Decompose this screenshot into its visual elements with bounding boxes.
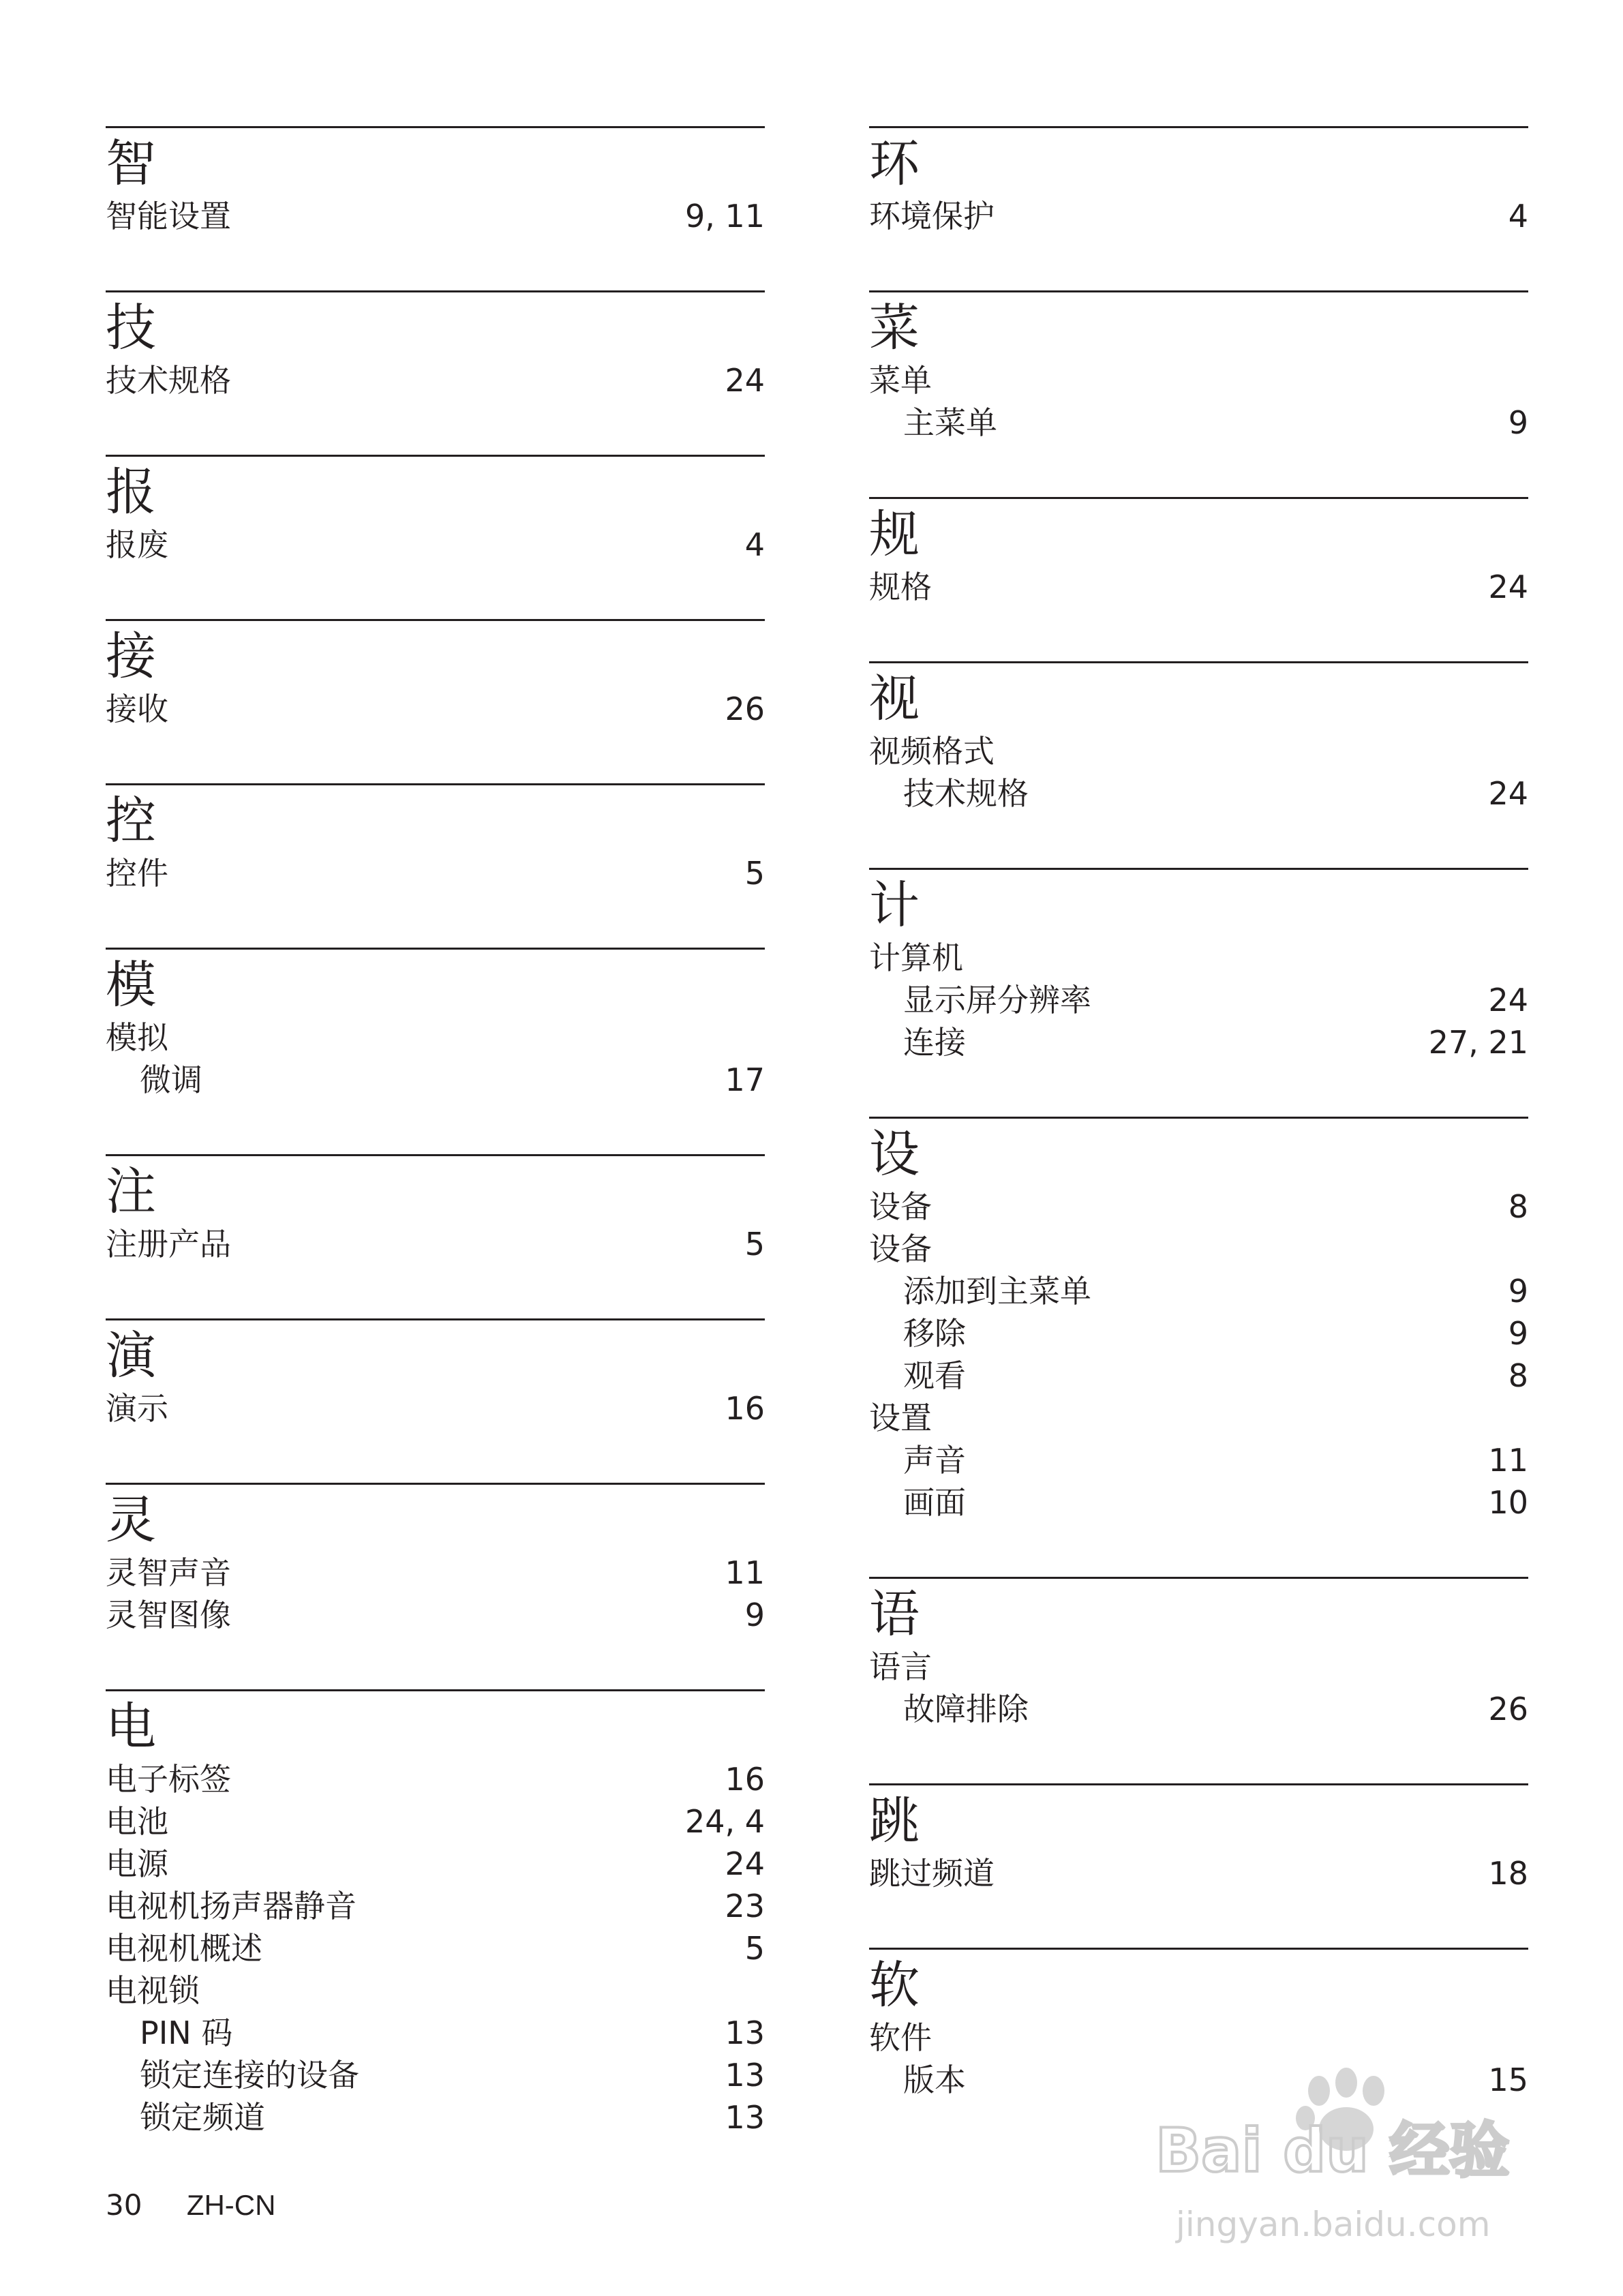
index-subentry — [106, 2054, 765, 2096]
section-letter: 控 — [106, 791, 156, 850]
entry-term: 规格 — [869, 569, 932, 605]
index-subentry — [869, 1355, 1528, 1397]
entry-term: 视频格式 — [869, 733, 995, 770]
index-entry — [106, 1223, 765, 1265]
entry-pages: 26 — [1488, 1691, 1528, 1727]
baidu-jingyan-watermark — [1149, 2055, 1530, 2260]
entry-pages: 15 — [1488, 2061, 1528, 2098]
index-subentry — [106, 2012, 765, 2054]
index-entry — [106, 1016, 765, 1059]
index-entry — [869, 1852, 1528, 1894]
entry-term: 计算机 — [869, 939, 963, 976]
index-subentry — [869, 1481, 1528, 1524]
entry-term: 模拟 — [106, 1019, 168, 1056]
watermark-logo: Bai du 经验 — [1155, 2115, 1510, 2186]
entry-term: 连接 — [903, 1024, 966, 1061]
entry-pages: 26 — [725, 691, 765, 727]
index-entry — [106, 688, 765, 730]
index-subentry — [869, 402, 1528, 444]
entry-pages: 24 — [1488, 982, 1528, 1018]
index-section — [106, 783, 765, 894]
section-letter: 跳 — [869, 1792, 920, 1850]
entry-term: 电源 — [106, 1845, 168, 1882]
section-letter: 智 — [106, 134, 156, 193]
entry-term: 设置 — [869, 1400, 932, 1436]
index-section — [106, 455, 765, 566]
index-section — [869, 497, 1528, 608]
index-entry — [106, 1800, 765, 1843]
entry-pages: 13 — [725, 2099, 765, 2136]
entry-pages: 13 — [725, 2057, 765, 2094]
entry-term: 声音 — [903, 1442, 966, 1479]
index-section — [106, 1689, 765, 2139]
entry-term: 灵智声音 — [106, 1554, 231, 1591]
entry-term: 演示 — [106, 1390, 168, 1427]
entry-pages: 5 — [744, 855, 765, 892]
entry-pages: 9 — [744, 1597, 765, 1633]
section-letter: 计 — [869, 876, 920, 935]
entry-pages: 9 — [1508, 1315, 1528, 1352]
section-letter: 视 — [869, 669, 920, 728]
entry-term: 观看 — [903, 1357, 966, 1394]
entry-term: 软件 — [869, 2019, 932, 2056]
entry-term: 微调 — [140, 1061, 202, 1098]
entry-term: 技术规格 — [903, 775, 1029, 812]
index-section — [869, 126, 1528, 237]
entry-pages: 24 — [1488, 775, 1528, 812]
entry-pages: 24, 4 — [684, 1803, 765, 1840]
entry-term: 画面 — [903, 1484, 966, 1521]
page-number: 30 — [106, 2188, 142, 2222]
index-section — [106, 948, 765, 1101]
entry-term: 注册产品 — [106, 1226, 231, 1263]
entry-pages: 11 — [725, 1554, 765, 1591]
index-entry — [869, 195, 1528, 237]
index-section — [106, 1154, 765, 1265]
index-column-left — [106, 126, 765, 2192]
entry-term: 灵智图像 — [106, 1597, 231, 1633]
index-section — [869, 868, 1528, 1063]
entry-pages: 8 — [1508, 1188, 1528, 1225]
entry-term: 设备 — [869, 1188, 932, 1225]
index-entry — [869, 2016, 1528, 2059]
index-entry — [869, 1185, 1528, 1228]
entry-term: 移除 — [903, 1315, 966, 1352]
entry-pages: 24 — [725, 1845, 765, 1882]
entry-pages: 23 — [725, 1888, 765, 1924]
entry-term: 接收 — [106, 691, 168, 727]
index-section — [106, 290, 765, 402]
entry-term: 环境保护 — [869, 198, 995, 235]
index-entry — [869, 359, 1528, 402]
section-letter: 设 — [869, 1125, 920, 1183]
index-entry — [869, 937, 1528, 979]
index-entry — [106, 1552, 765, 1594]
entry-term: 报废 — [106, 526, 168, 563]
entry-term: 跳过频道 — [869, 1855, 995, 1892]
entry-term: 故障排除 — [903, 1691, 1029, 1727]
watermark-url: jingyan.baidu.com — [1176, 2205, 1491, 2244]
section-letter: 环 — [869, 134, 920, 193]
entry-pages: 24 — [725, 362, 765, 399]
index-entry — [869, 730, 1528, 772]
section-letter: 接 — [106, 627, 156, 686]
index-subentry — [869, 772, 1528, 815]
section-letter: 电 — [106, 1697, 156, 1756]
entry-term: 技术规格 — [106, 362, 231, 399]
entry-pages: 9 — [1508, 1273, 1528, 1310]
entry-pages: 17 — [725, 1061, 765, 1098]
index-entry — [106, 1885, 765, 1927]
entry-pages: 11 — [1488, 1442, 1528, 1479]
index-entry — [106, 195, 765, 237]
page-footer — [106, 2185, 275, 2226]
index-entry — [106, 1594, 765, 1636]
entry-term: 锁定连接的设备 — [140, 2057, 359, 2094]
index-subentry — [869, 1312, 1528, 1355]
index-subentry — [106, 1059, 765, 1101]
index-section — [869, 1117, 1528, 1524]
entry-pages: 4 — [1508, 198, 1528, 235]
index-section — [869, 290, 1528, 444]
entry-term: 设备 — [869, 1230, 932, 1267]
index-subentry — [106, 2096, 765, 2139]
entry-pages: 18 — [1488, 1855, 1528, 1892]
entry-pages: 10 — [1488, 1484, 1528, 1521]
entry-term: 锁定频道 — [140, 2099, 265, 2136]
entry-term: 电视机概述 — [106, 1930, 262, 1967]
entry-term: 菜单 — [869, 362, 932, 399]
entry-pages: 9, 11 — [684, 198, 765, 235]
index-entry — [869, 1228, 1528, 1270]
section-letter: 模 — [106, 956, 156, 1014]
entry-term: PIN 码 — [140, 2014, 233, 2051]
entry-term: 语言 — [869, 1648, 932, 1685]
index-entry — [106, 1927, 765, 1969]
entry-pages: 9 — [1508, 404, 1528, 441]
index-entry — [869, 1397, 1528, 1439]
section-letter: 报 — [106, 463, 156, 522]
section-letter: 规 — [869, 505, 920, 564]
section-letter: 语 — [869, 1585, 920, 1644]
entry-pages: 13 — [725, 2014, 765, 2051]
entry-term: 智能设置 — [106, 198, 231, 235]
entry-term: 电视机扬声器静音 — [106, 1888, 357, 1924]
entry-term: 电池 — [106, 1803, 168, 1840]
entry-pages: 8 — [1508, 1357, 1528, 1394]
index-column-right — [869, 126, 1528, 2154]
index-subentry — [869, 1688, 1528, 1730]
entry-pages: 27, 21 — [1428, 1024, 1528, 1061]
index-entry — [106, 1843, 765, 1885]
entry-term: 控件 — [106, 855, 168, 892]
section-letter: 演 — [106, 1327, 156, 1385]
index-section — [869, 1577, 1528, 1730]
entry-pages: 5 — [744, 1226, 765, 1263]
section-letter: 菜 — [869, 299, 920, 357]
entry-term: 电视锁 — [106, 1972, 200, 2009]
index-entry — [869, 566, 1528, 608]
entry-pages: 5 — [744, 1930, 765, 1967]
entry-pages: 4 — [744, 526, 765, 563]
index-subentry — [869, 1021, 1528, 1063]
section-letter: 灵 — [106, 1491, 156, 1550]
index-entry — [869, 1646, 1528, 1688]
index-subentry — [869, 1270, 1528, 1312]
index-entry — [106, 852, 765, 894]
section-letter: 软 — [869, 1956, 920, 2014]
section-letter: 技 — [106, 299, 156, 357]
index-entry — [106, 1758, 765, 1800]
index-entry — [106, 524, 765, 566]
entry-pages: 24 — [1488, 569, 1528, 605]
section-letter: 注 — [106, 1162, 156, 1221]
language-code: ZH-CN — [186, 2189, 276, 2221]
index-section — [869, 661, 1528, 815]
entry-term: 电子标签 — [106, 1761, 231, 1798]
index-subentry — [869, 979, 1528, 1021]
index-section — [106, 126, 765, 237]
entry-term: 显示屏分辨率 — [903, 982, 1091, 1018]
index-section — [106, 1318, 765, 1430]
index-section — [106, 1483, 765, 1636]
index-entry — [106, 1969, 765, 2012]
entry-pages: 16 — [725, 1761, 765, 1798]
entry-term: 主菜单 — [903, 404, 997, 441]
index-section — [869, 1783, 1528, 1894]
index-entry — [106, 1387, 765, 1430]
entry-term: 版本 — [903, 2061, 966, 2098]
entry-pages: 16 — [725, 1390, 765, 1427]
index-subentry — [869, 1439, 1528, 1481]
index-section — [106, 619, 765, 730]
index-entry — [106, 359, 765, 402]
entry-term: 添加到主菜单 — [903, 1273, 1091, 1310]
